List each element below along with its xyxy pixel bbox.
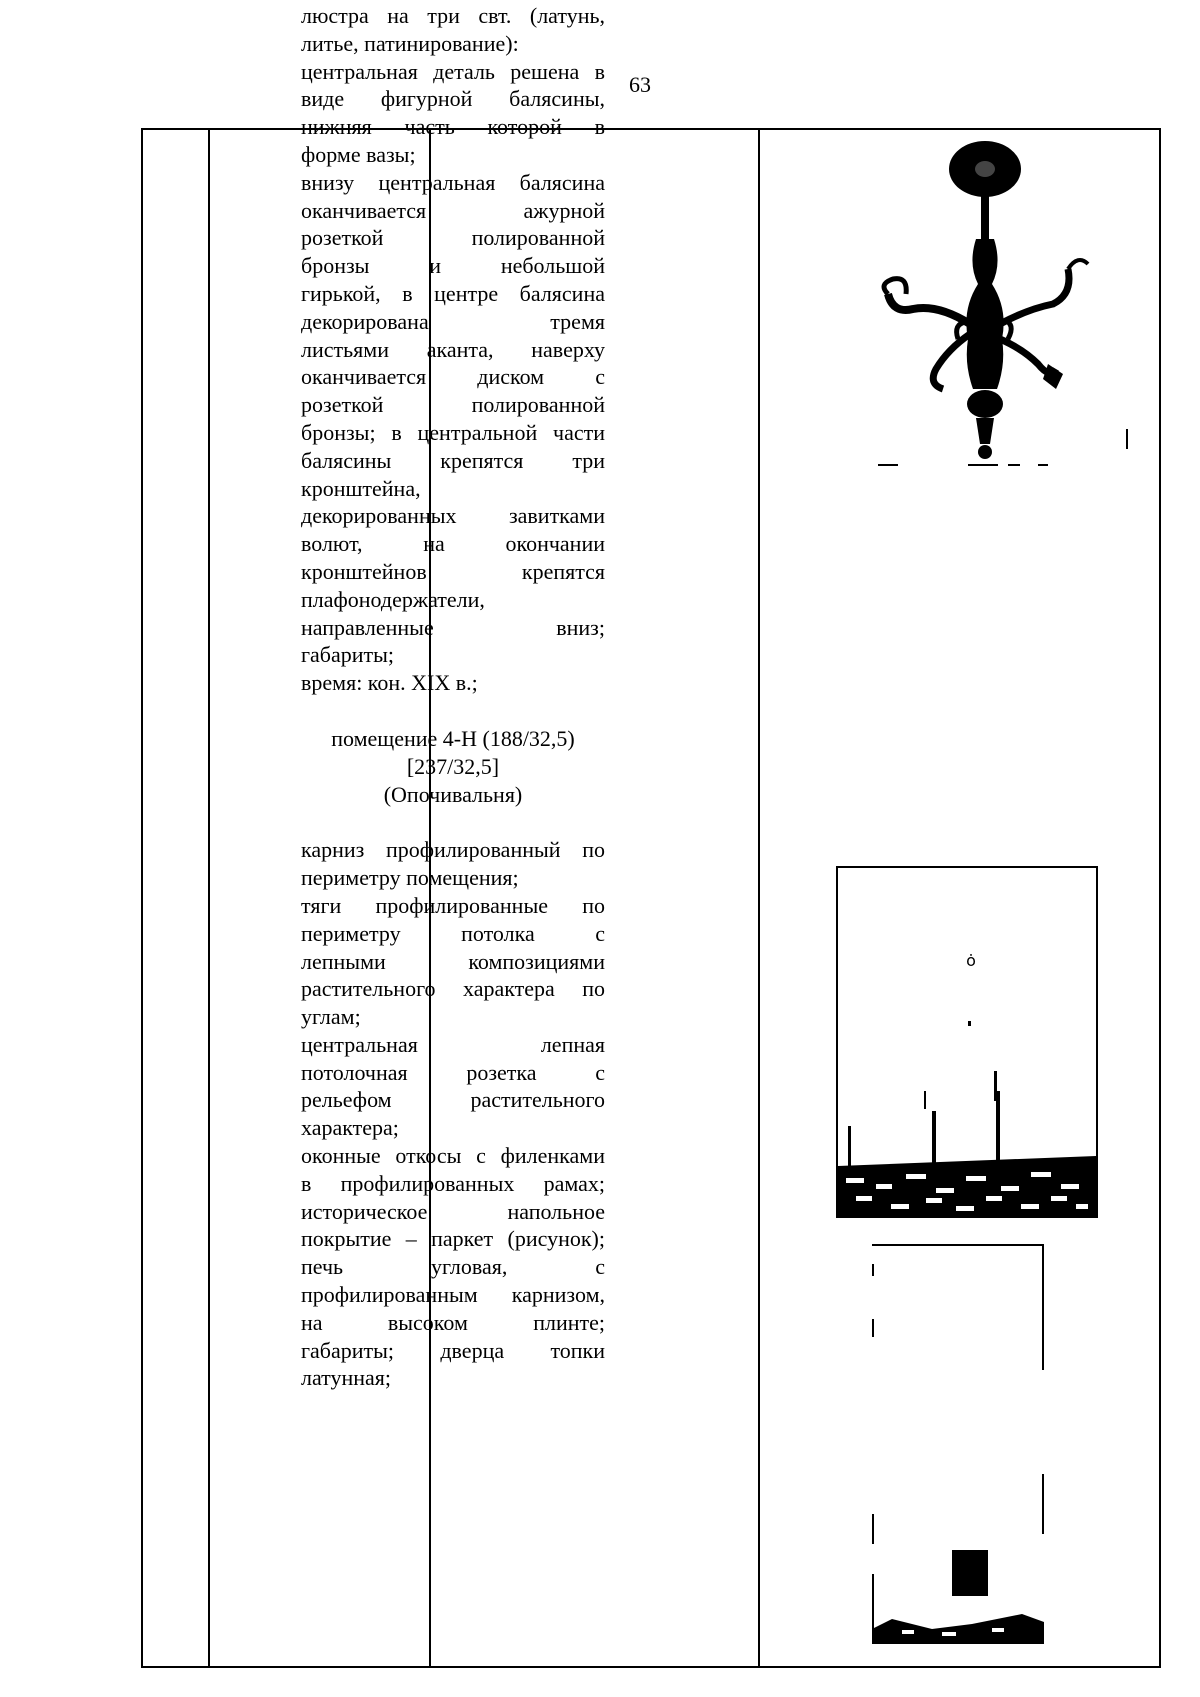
text-line: розеткой полированной [301,392,605,418]
text-line: лепными композициями [301,948,605,974]
column-divider [208,130,210,1666]
text-line: габариты; дверца топки [301,1337,605,1363]
text-line: периметру помещения; [301,865,519,891]
text-line: покрытие – паркет (рисунок); [301,1226,605,1252]
text-line: периметру потолка с [301,920,605,946]
text-line: оконные откосы с филенками [301,1143,605,1169]
text-line: волют, на окончании [301,531,605,557]
text-line: виде фигурной балясины, [301,86,605,112]
text-line: балясины крепятся три [301,447,605,473]
description-column [301,2,605,1392]
text-line: растительного характера по [301,976,605,1002]
column-divider [758,130,760,1666]
text-line: гирькой, в центре балясина [301,280,605,306]
text-line: рельефом растительного [301,1087,605,1113]
text-line: латунная; [301,1365,392,1391]
text-line: плафонодержатели, [301,586,485,612]
text-line: розеткой полированной [301,225,605,251]
room-heading [301,725,605,808]
spacer [301,808,605,836]
text-line: характера; [301,1115,399,1141]
text-line: карниз профилированный по [301,837,605,863]
text-line: тяги профилированные по [301,892,605,918]
text-line: бронзы и небольшой [301,253,605,279]
room-interior-photo [836,866,1098,1218]
text-line: нижняя часть которой в [301,114,605,140]
text-line: люстра на три свт. (латунь, [301,3,605,28]
text-line: кронштейнов крепятся [301,558,605,584]
text-line: оканчивается диском с [301,364,605,390]
text-line: печь угловая, с [301,1254,605,1280]
text-line: в профилированных рамах; [301,1170,605,1196]
text-line: центральная лепная [301,1031,605,1057]
text-line: литье, патинирование): [301,30,519,56]
room-heading-line: помещение 4-Н (188/32,5) [331,725,575,751]
text-line: декорирована тремя [301,308,605,334]
text-line: на высоком плинте; [301,1309,605,1335]
text-line: бронзы; в центральной части [301,419,605,445]
room-description [301,836,605,1392]
text-line: декорированных завитками [301,503,605,529]
text-line: профилированным карнизом, [301,1282,605,1308]
room-heading-line: [237/32,5] [406,753,500,779]
text-line: кронштейна, [301,475,421,501]
text-line: внизу центральная балясина [301,169,605,195]
text-line: историческое напольное [301,1198,605,1224]
text-line: углам; [301,1004,361,1030]
text-line: форме вазы; [301,141,416,167]
svg-text:ȯ: ȯ [966,951,976,970]
stove-photo [872,1244,1052,1644]
text-line: оканчивается ажурной [301,197,605,223]
text-line: габариты; [301,642,395,668]
room-heading-line: (Опочивальня) [383,781,523,807]
text-line: направленные вниз; [301,614,605,640]
text-line: потолочная розетка с [301,1059,605,1085]
text-line: время: кон. XIX в.; [301,670,478,696]
page-number: 63 [629,72,651,97]
chandelier-description [301,2,605,697]
text-line: листьями аканта, наверху [301,336,605,362]
chandelier-photo [858,134,1138,474]
text-line: центральная деталь решена в [301,58,605,84]
